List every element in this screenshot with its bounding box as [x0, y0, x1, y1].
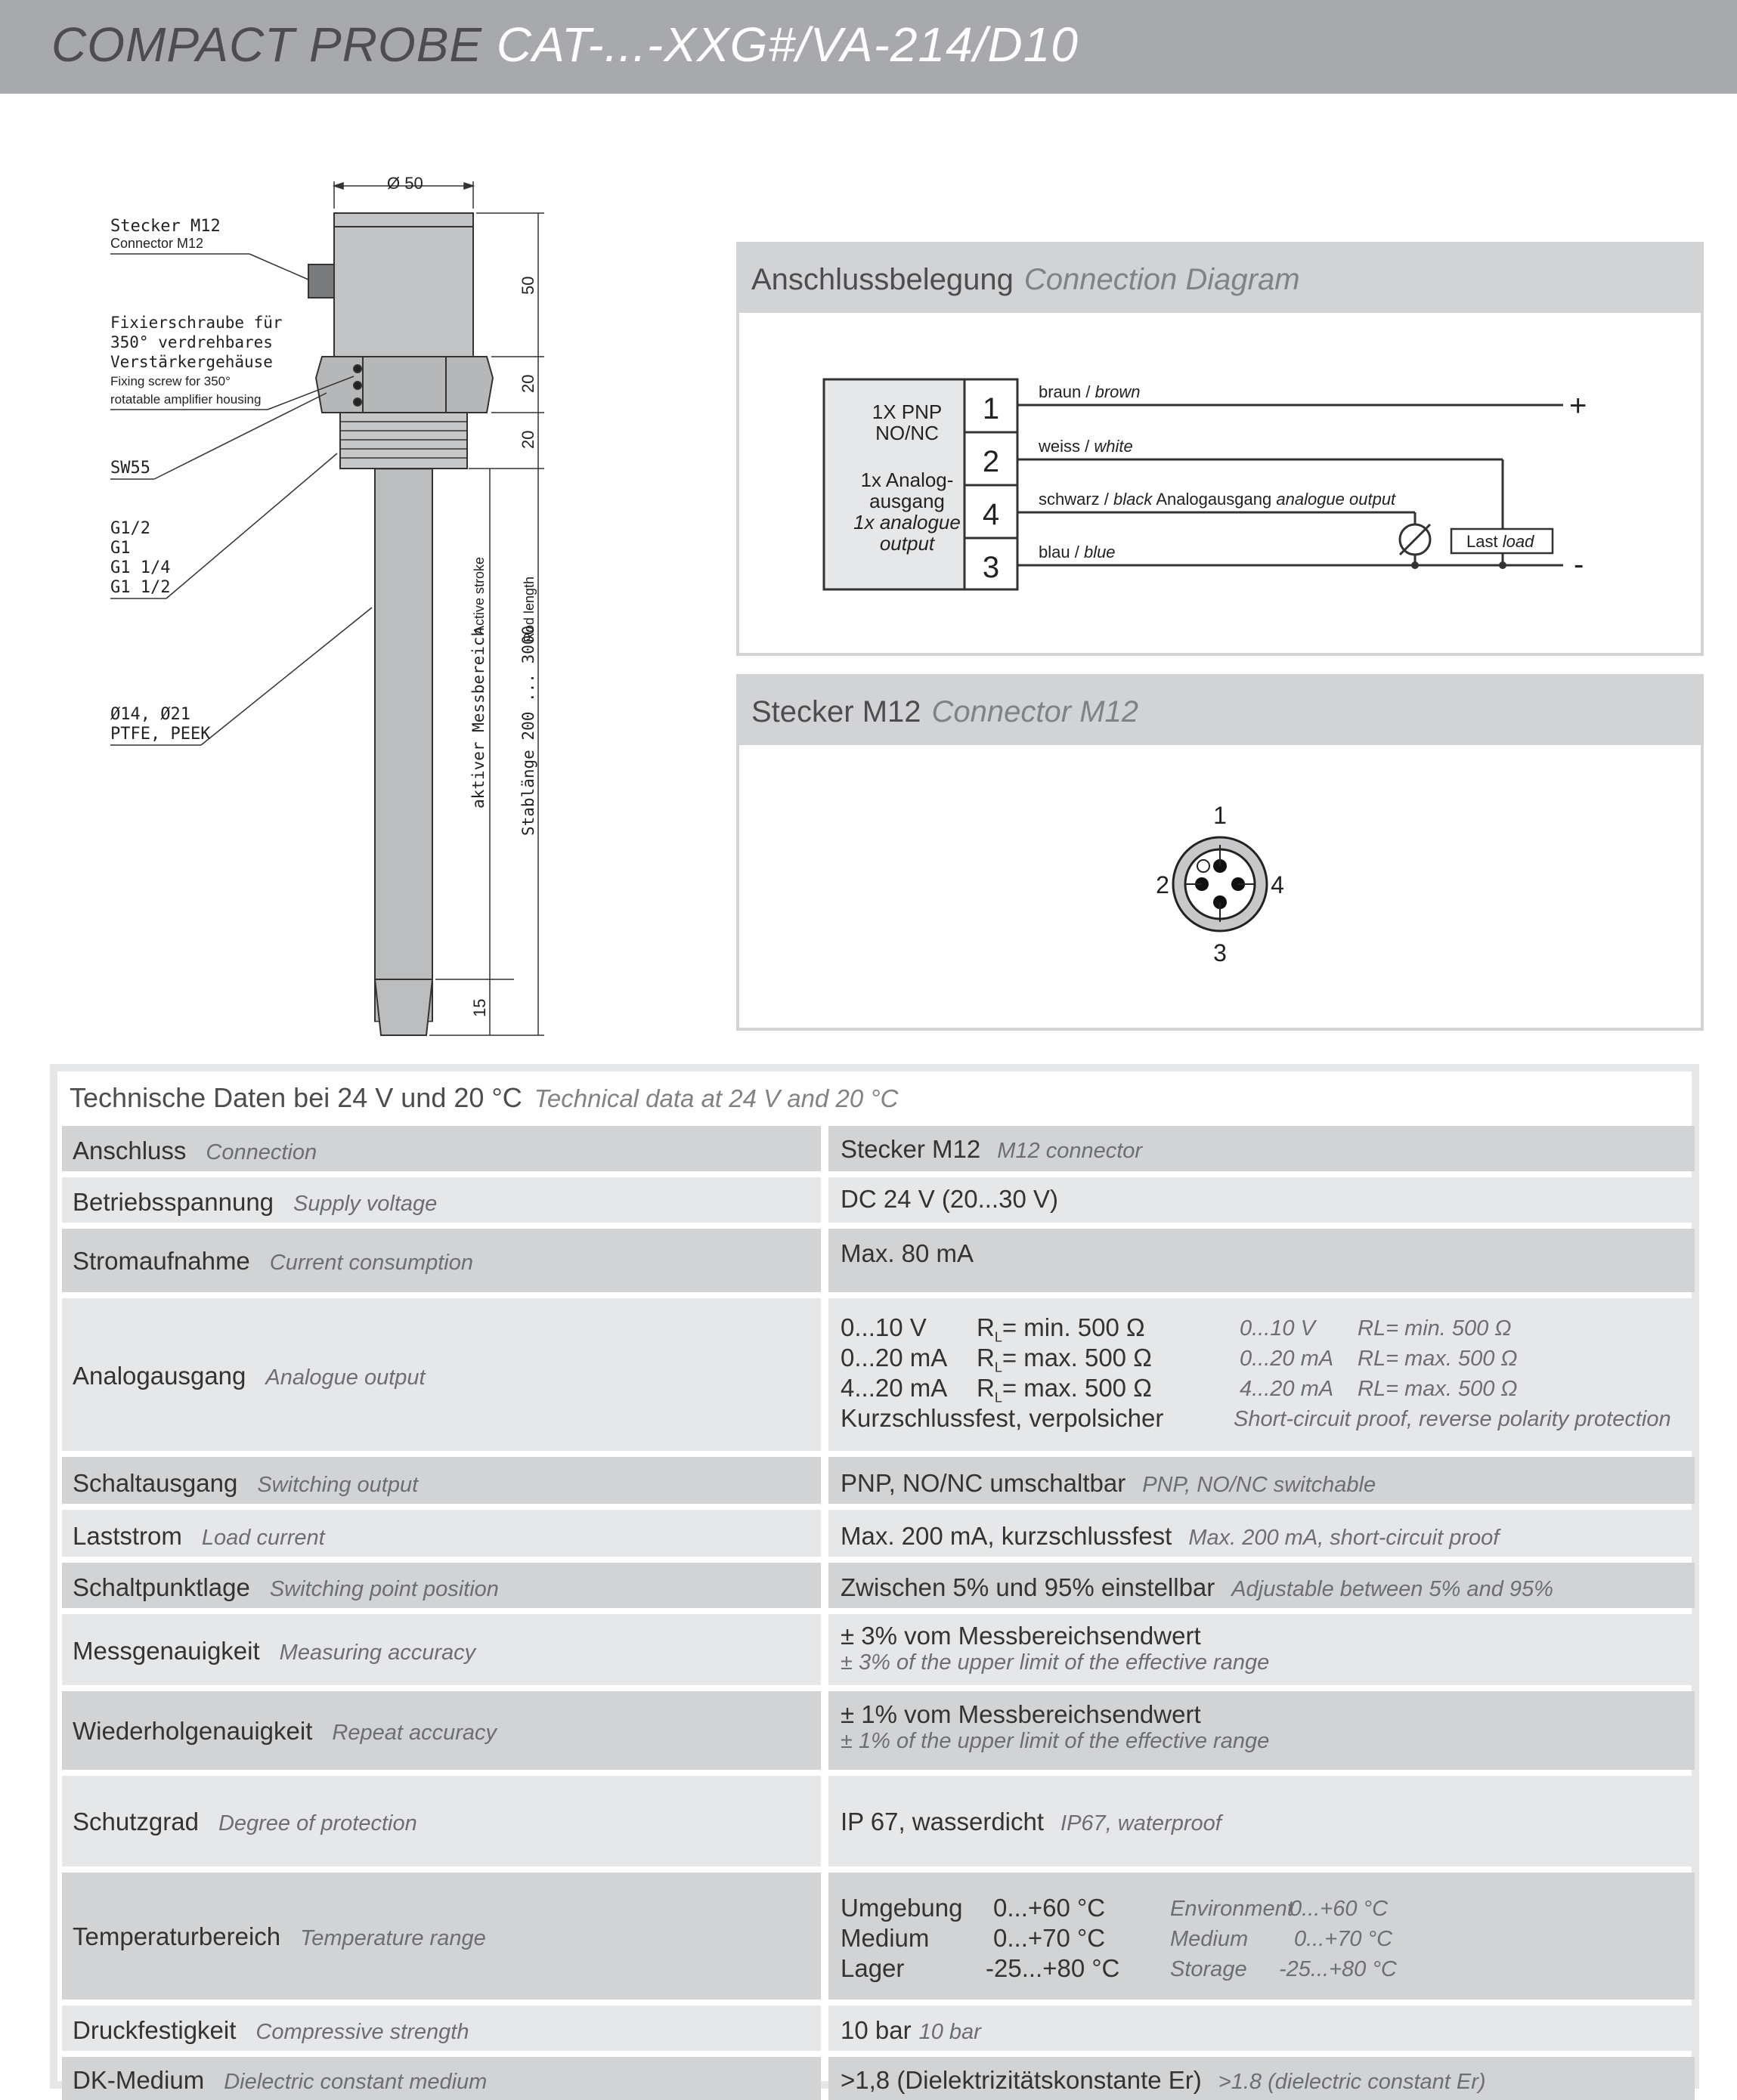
technical-data-table — [50, 1064, 1699, 2094]
hex-nut — [316, 357, 493, 413]
row-value: >1,8 (Dielektrizitätskonstante Er) >1.8 (dielectric constant Er) — [841, 2066, 1486, 2094]
row-label: Wiederholgenauigkeit Repeat accuracy — [73, 1717, 497, 1745]
table-row — [62, 1776, 1695, 1866]
m12-connector-title — [751, 695, 1138, 729]
title-model: CAT-...-XXG#/VA-214/D10 — [496, 17, 1079, 72]
tech-title-de: Technische Daten bei 24 V und 20 °C — [70, 1082, 522, 1113]
connector-m12 — [308, 264, 334, 298]
pin-2: 2 — [982, 445, 1000, 478]
table-row — [62, 2057, 1695, 2100]
row-value: ± 3% vom Messbereichsendwert — [841, 1622, 1201, 1650]
row-value: ± 1% vom Messbereichsendwert — [841, 1700, 1201, 1728]
connection-title-de: Anschlussbelegung — [751, 263, 1014, 296]
dim-thread: 20 — [519, 430, 537, 449]
dim-hex: 20 — [519, 374, 537, 393]
minus-terminal: - — [1574, 548, 1584, 581]
m12-pin-1: 1 — [1213, 802, 1227, 829]
row-label: Laststrom Load current — [73, 1522, 325, 1550]
box-analog-en-1: 1x analogue — [853, 511, 961, 534]
label-fixing-de-1: Fixierschraube für — [110, 314, 283, 332]
table-row — [62, 1873, 1695, 1999]
row-label: Schaltpunktlage Switching point position — [73, 1573, 499, 1601]
label-connector-de: Stecker M12 — [110, 217, 221, 236]
table-row — [62, 1126, 1695, 1171]
connection-diagram-header — [739, 245, 1701, 313]
label-thread-1: G1/2 — [110, 519, 150, 538]
tech-title-en: Technical data at 24 V and 20 °C — [534, 1084, 899, 1112]
m12-pin-4: 4 — [1271, 871, 1284, 898]
label-rod-material: PTFE, PEEK — [110, 725, 211, 744]
box-analog-en-2: output — [879, 532, 935, 555]
dim-rod-de: Stablänge 200 ... 3000 — [519, 625, 537, 836]
row-value: 10 bar 10 bar — [841, 2016, 981, 2044]
wire-white-label: weiss / white — [1039, 437, 1133, 456]
box-nonc: NO/NC — [875, 422, 939, 444]
row-value: DC 24 V (20...30 V) — [841, 1185, 1058, 1213]
row-value-en: ± 3% of the upper limit of the effective range — [841, 1650, 1270, 1675]
row-value: Zwischen 5% und 95% einstellbar Adjustable between 5% and 95% — [841, 1573, 1553, 1601]
wire-blue-label: blau / blue — [1039, 543, 1116, 561]
process-thread — [340, 413, 467, 469]
row-value: Max. 80 mA — [841, 1239, 974, 1267]
row-value-en: ± 1% of the upper limit of the effective range — [841, 1729, 1270, 1753]
plus-terminal: + — [1569, 389, 1587, 422]
table-row — [62, 1691, 1695, 1770]
row-label: Anschluss Connection — [73, 1137, 317, 1164]
row-label: Stromaufnahme Current consumption — [73, 1247, 473, 1275]
load-label: Last load — [1466, 532, 1534, 551]
m12-title-de: Stecker M12 — [751, 695, 921, 728]
table-row — [62, 1229, 1695, 1292]
label-connector-en: Connector M12 — [110, 236, 204, 251]
page-title — [51, 17, 1079, 73]
wiring-diagram — [739, 314, 1701, 654]
table-row — [62, 1298, 1695, 1451]
dim-tip: 15 — [470, 998, 489, 1017]
wire-black-label: schwarz / black Analogausgang analogue output — [1039, 490, 1396, 509]
dim-active-de: aktiver Messbereich — [469, 626, 488, 809]
table-row — [62, 1614, 1695, 1685]
row-value: IP 67, wasserdicht IP67, waterproof — [841, 1808, 1221, 1836]
row-label: DK-Medium Dielectric constant medium — [73, 2066, 488, 2094]
connection-diagram-panel — [736, 242, 1704, 656]
technical-data-title — [70, 1082, 898, 1114]
label-rod-diameter: Ø14, Ø21 — [110, 705, 190, 724]
m12-pin-2: 2 — [1156, 871, 1169, 898]
page-header — [0, 0, 1737, 94]
dim-housing: 50 — [519, 276, 537, 295]
box-analog-de-1: 1x Analog- — [860, 469, 954, 491]
row-label: Messgenauigkeit Measuring accuracy — [73, 1637, 476, 1665]
row-value: Stecker M12 M12 connector — [841, 1135, 1143, 1163]
pin-1: 1 — [982, 392, 1000, 425]
m12-connector-panel — [736, 674, 1704, 1031]
dim-diameter-label: Ø 50 — [387, 174, 423, 193]
row-label: Temperaturbereich Temperature range — [73, 1922, 486, 1950]
probe-drawing — [106, 166, 559, 1043]
box-analog-de-2: ausgang — [869, 490, 945, 512]
temperature-values: Umgebung 0...+60 °C Environment 0...+60 °C Medium 0...+70 °C Medium 0...+70 °C Lager -25...+80 °C Storage -25...+80 °C — [828, 1873, 1695, 1999]
row-value: Max. 200 mA, kurzschlussfest Max. 200 mA, short-circuit proof — [841, 1522, 1500, 1550]
row-label: Betriebsspannung Supply voltage — [73, 1188, 438, 1216]
wire-brown-label: braun / brown — [1039, 382, 1141, 401]
probe-drawing-svg — [106, 166, 559, 1043]
connection-diagram-title — [751, 263, 1300, 297]
label-fixing-en-1: Fixing screw for 350° — [110, 374, 231, 388]
table-row — [62, 1563, 1695, 1608]
title-prefix: COMPACT PROBE — [51, 17, 483, 72]
label-fixing-de-2: 350° verdrehbares — [110, 333, 273, 351]
label-sw: SW55 — [110, 459, 150, 478]
row-label: Schaltausgang Switching output — [73, 1469, 419, 1497]
label-fixing-en-2: rotatable amplifier housing — [110, 392, 262, 407]
m12-pinout — [739, 747, 1701, 1029]
dim-active-en: Active stroke — [472, 556, 487, 635]
table-row — [62, 1177, 1695, 1223]
label-thread-2: G1 — [110, 539, 131, 558]
m12-connector-header — [739, 677, 1701, 745]
table-row — [62, 1457, 1695, 1504]
label-fixing-de-3: Verstärkergehäuse — [110, 353, 273, 371]
row-label: Analogausgang Analogue output — [73, 1362, 426, 1390]
table-row — [62, 1510, 1695, 1557]
label-thread-3: G1 1/4 — [110, 558, 171, 577]
m12-pin-3: 3 — [1213, 939, 1227, 966]
row-label: Schutzgrad Degree of protection — [73, 1808, 417, 1836]
label-thread-4: G1 1/2 — [110, 578, 171, 597]
row-value: PNP, NO/NC umschaltbar PNP, NO/NC switchable — [841, 1469, 1376, 1497]
connection-title-en: Connection Diagram — [1023, 263, 1300, 296]
analog-output-values: 0...10 V $R_L= \min$. 500 Ω 0...10 V RL= min. 500 Ω 0...20 mA $R_L= \max$. 500 Ω 0...20 mA RL= max. 500 Ω 4...20 mA $R_L= \max$. 500 Ω 4...20 mA RL= max. 500 Ω Kurzschlussfest, verpolsicher Short-circuit proof, reverse polarity protection — [828, 1298, 1695, 1451]
dim-rod-en: Rod length — [522, 576, 537, 642]
pin-3: 3 — [982, 551, 1000, 584]
amplifier-housing — [334, 213, 473, 357]
box-pnp: 1X PNP — [872, 401, 943, 423]
row-label: Druckfestigkeit Compressive strength — [73, 2016, 469, 2044]
probe-rod — [375, 469, 432, 1022]
m12-title-en: Connector M12 — [931, 695, 1139, 728]
table-row — [62, 2006, 1695, 2051]
pin-4: 4 — [982, 498, 1000, 531]
